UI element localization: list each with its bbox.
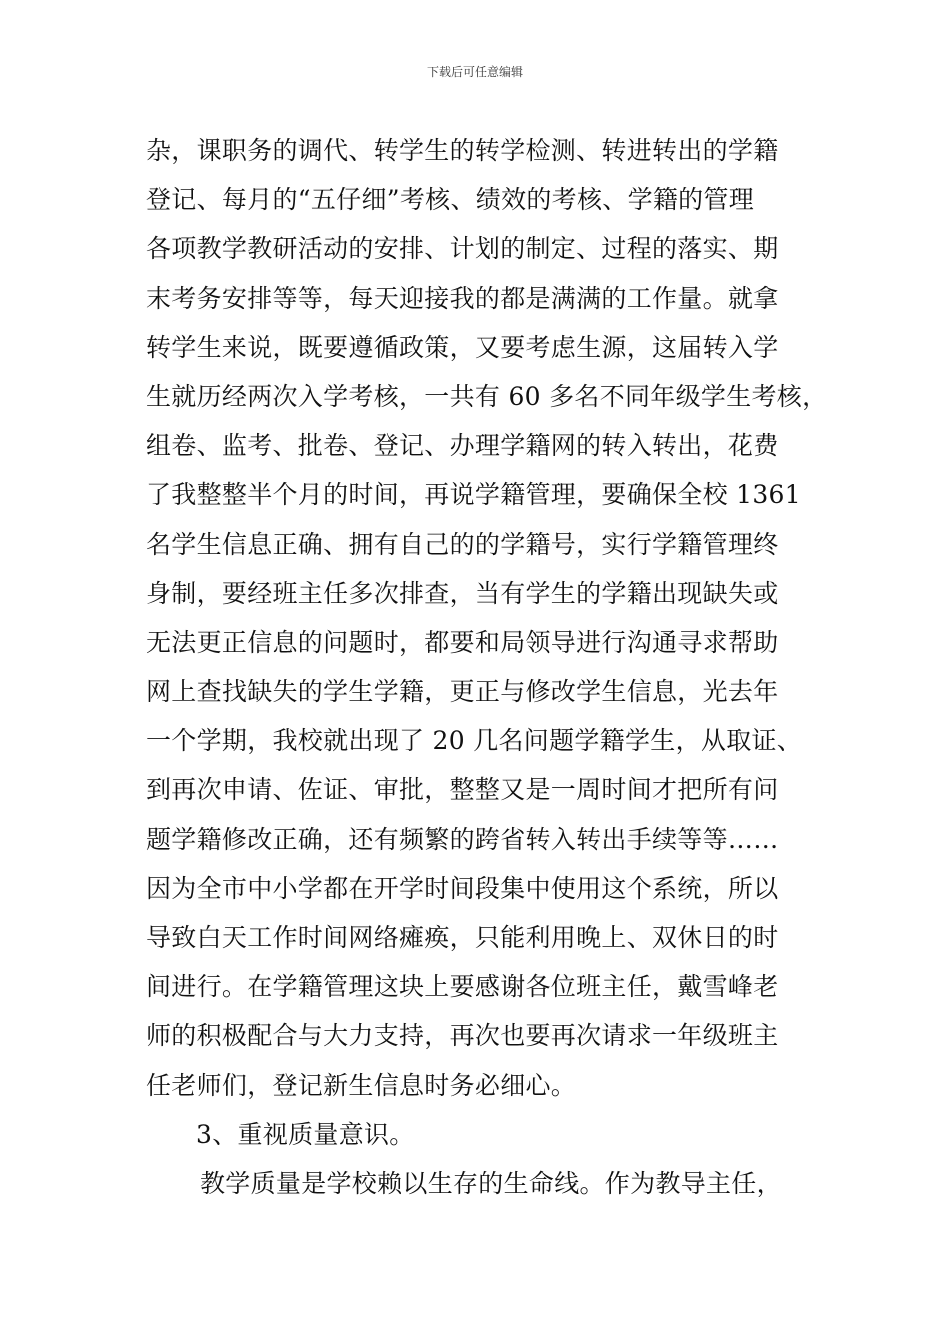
body-line: 生就历经两次入学考核，一共有 60 多名不同年级学生考核， bbox=[146, 381, 828, 411]
body-line: 末考务安排等等，每天迎接我的都是满满的工作量。就拿 bbox=[146, 283, 779, 313]
body-line: 间进行。在学籍管理这块上要感谢各位班主任，戴雪峰老 bbox=[146, 972, 779, 1002]
body-line: 导致白天工作时间网络瘫痪，只能利用晚上、双休日的时 bbox=[146, 923, 779, 952]
body-line: 题学籍修改正确，还有频繁的跨省转入转出手续等等…… bbox=[146, 824, 779, 854]
body-line: 到再次申请、佐证、审批，整整又是一周时间才把所有问 bbox=[146, 775, 779, 805]
body-line: 师的积极配合与大力支持，再次也要再次请求一年级班主 bbox=[146, 1021, 779, 1051]
body-line: 名学生信息正确、拥有自己的的学籍号，实行学籍管理终 bbox=[146, 529, 779, 559]
body-line: 教学质量是学校赖以生存的生命线。作为教导主任， bbox=[200, 1168, 782, 1198]
section-heading: 3、重视质量意识。 bbox=[196, 1119, 415, 1149]
body-line: 一个学期，我校就出现了 20 几名问题学籍学生，从取证、 bbox=[146, 726, 803, 756]
body-line: 网上查找缺失的学生学籍，更正与修改学生信息，光去年 bbox=[146, 677, 779, 707]
page-header: 下载后可任意编辑 bbox=[426, 65, 523, 79]
document-body bbox=[146, 126, 826, 1208]
body-line: 组卷、监考、批卷、登记、办理学籍网的转入转出，花费 bbox=[146, 431, 779, 461]
body-line: 杂，课职务的调代、转学生的转学检测、转进转出的学籍 bbox=[146, 136, 779, 165]
body-line: 各项教学教研活动的安排、计划的制定、过程的落实、期 bbox=[146, 234, 779, 264]
body-line: 转学生来说，既要遵循政策，又要考虑生源，这届转入学 bbox=[146, 332, 779, 362]
body-line: 登记、每月的“五仔细”考核、绩效的考核、学籍的管理 bbox=[146, 185, 755, 215]
body-line: 因为全市中小学都在开学时间段集中使用这个系统，所以 bbox=[146, 873, 779, 903]
body-line: 身制，要经班主任多次排查，当有学生的学籍出现缺失或 bbox=[146, 578, 779, 608]
body-line: 了我整整半个月的时间，再说学籍管理，要确保全校 1361 bbox=[146, 480, 801, 510]
body-line: 无法更正信息的问题时，都要和局领导进行沟通寻求帮助 bbox=[146, 627, 779, 657]
body-line: 任老师们，登记新生信息时务必细心。 bbox=[146, 1070, 577, 1100]
